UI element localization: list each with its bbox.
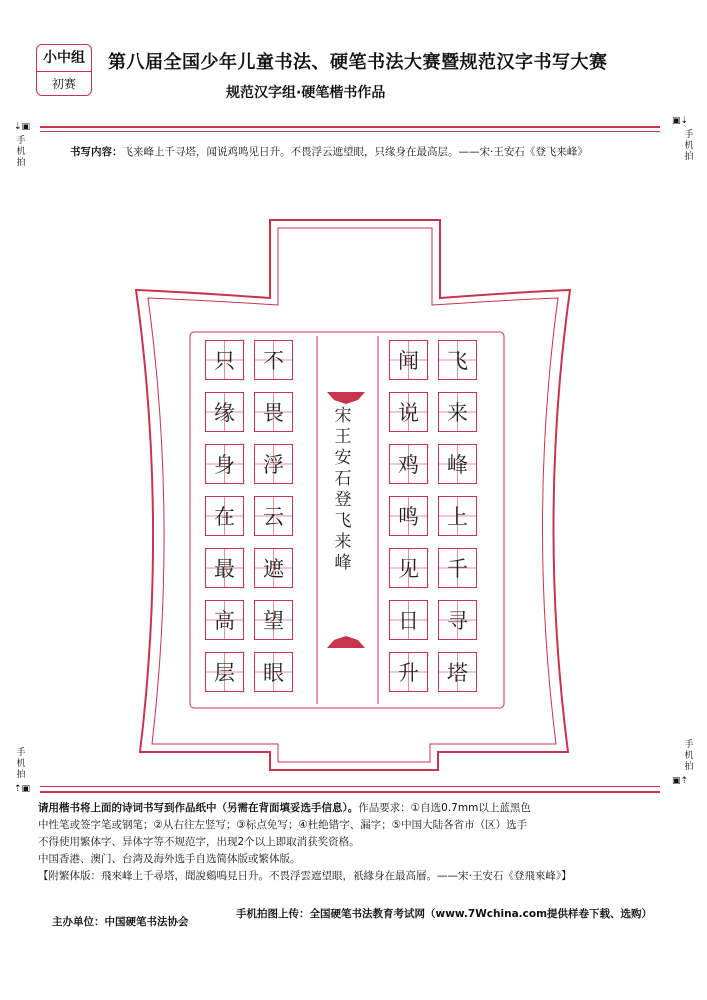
camera-icon: ⇡▣	[14, 784, 31, 794]
grid-cell: 高	[205, 600, 244, 640]
grid-cell: 层	[205, 652, 244, 692]
grid-cell: 见	[389, 548, 428, 588]
phone-photo-label-top-left: 手机拍	[16, 136, 26, 168]
grid-cell: 身	[205, 444, 244, 484]
camera-icon: ⇣▣	[14, 122, 31, 132]
grid-cell: 上	[438, 496, 477, 536]
author-signature: 宋王安石登飞来峰	[334, 406, 352, 573]
ornament-bottom	[327, 636, 365, 648]
requirements-traditional: 【附繁体版：飛來峰上千尋塔，聞說鷄鳴見日升。不畏浮雲遮望眼，祇緣身在最高層。——宋·王安石《登飛來峰》】	[38, 870, 572, 882]
grid-cell: 闻	[389, 340, 428, 380]
grid-cell: 寻	[438, 600, 477, 640]
grid-cell: 塔	[438, 652, 477, 692]
badge-round-label: 初赛	[51, 77, 76, 91]
requirements-line3: 不得使用繁体字、异体字等不规范字，出现2个以上即取消获奖资格。	[38, 836, 360, 848]
grid-cell: 遮	[254, 548, 293, 588]
grid-cell: 来	[438, 392, 477, 432]
writing-content-label: 书写内容：	[70, 146, 123, 158]
phone-photo-label-bottom-right: 手机拍	[684, 740, 694, 772]
requirements	[38, 800, 674, 885]
grid-cell: 千	[438, 548, 477, 588]
grid-cell: 日	[389, 600, 428, 640]
camera-icon: ▣⇡	[672, 776, 689, 786]
requirements-lead: 请用楷书将上面的诗词书写到作品纸中（另需在背面填妥选手信息）。	[38, 802, 359, 814]
grid-cell: 眼	[254, 652, 293, 692]
page-title: 第八届全国少年儿童书法、硬笔书法大赛暨规范汉字书写大赛	[108, 52, 608, 73]
grid-cell: 峰	[438, 444, 477, 484]
grid-cell: 说	[389, 392, 428, 432]
grid-cell: 升	[389, 652, 428, 692]
upload-info: 手机拍图上传：全国硬笔书法教育考试网（www.7Wchina.com提供样卷下载、选购）	[236, 908, 653, 920]
phone-photo-label-top-right: 手机拍	[684, 130, 694, 162]
writing-content-text: 飞来峰上千寻塔，闻说鸡鸣见日升。不畏浮云遮望眼，只缘身在最高层。——宋·王安石《登飞来峰》	[122, 146, 588, 158]
grid-cell: 在	[205, 496, 244, 536]
camera-icon: ▣⇣	[672, 116, 689, 126]
phone-photo-label-bottom-left: 手机拍	[16, 748, 26, 780]
badge-group-label: 小中组	[37, 45, 91, 72]
grid-cell: 飞	[438, 340, 477, 380]
requirements-line4: 中国香港、澳门、台湾及海外选手自选简体版或繁体版。	[38, 853, 301, 865]
bottom-divider-thin	[40, 786, 660, 787]
grid-cell: 畏	[254, 392, 293, 432]
requirements-line2: 中性笔或签字笔或钢笔；②从右往左竖写；③标点免写；④杜绝错字、漏字；⑤中国大陆各省市（区）选手	[38, 819, 528, 831]
grid-cell: 云	[254, 496, 293, 536]
grid-cell: 浮	[254, 444, 293, 484]
grid-cell: 只	[205, 340, 244, 380]
ornament-top	[327, 392, 365, 404]
grid-cell: 不	[254, 340, 293, 380]
grid-cell: 鸣	[389, 496, 428, 536]
bottom-divider	[40, 791, 660, 793]
requirements-line1: 作品要求：①自选0.7mm以上蓝黑色	[358, 802, 531, 814]
grid-cell: 望	[254, 600, 293, 640]
grid-cell: 最	[205, 548, 244, 588]
organizer: 主办单位：中国硬笔书法协会	[52, 916, 189, 928]
grid-cell: 缘	[205, 392, 244, 432]
grid-cell: 鸡	[389, 444, 428, 484]
page-subtitle: 规范汉字组·硬笔楷书作品	[226, 85, 386, 101]
